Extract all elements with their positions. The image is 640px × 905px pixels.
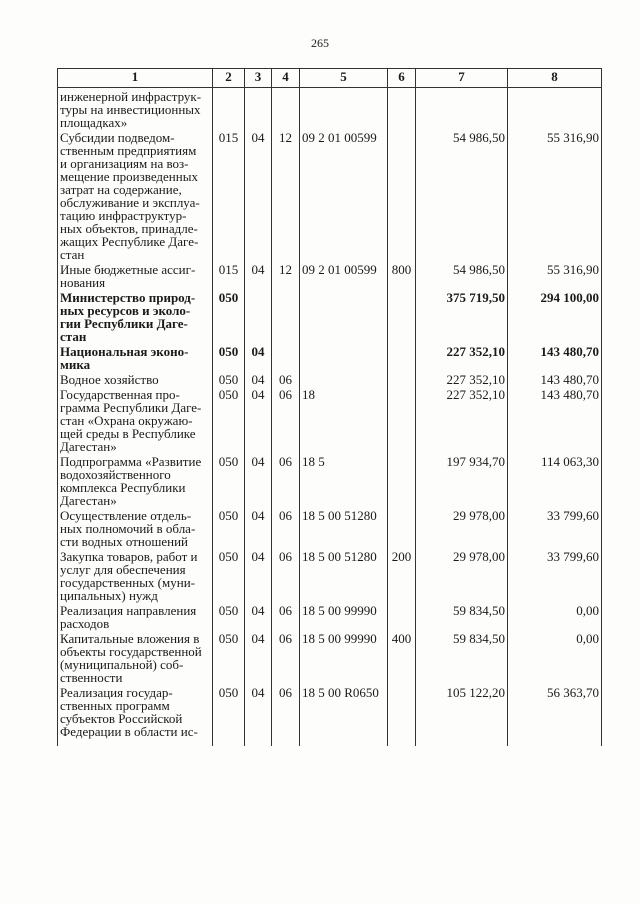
table-row (58, 548, 602, 602)
header-col-8: 8 (508, 69, 602, 88)
cell-ministry-code: 050 (213, 630, 245, 684)
cell-ministry-code: 015 (213, 261, 245, 289)
table-row (58, 453, 602, 507)
cell-amount-2: 114 063,30 (508, 453, 602, 507)
cell-target-article: 18 5 00 99990 (300, 630, 388, 684)
cell-ministry-code: 050 (213, 548, 245, 602)
cell-amount-1: 105 122,20 (416, 684, 508, 746)
cell-target-article (300, 371, 388, 386)
cell-amount-2: 55 316,90 (508, 261, 602, 289)
cell-subsection (272, 289, 300, 343)
cell-section: 04 (245, 371, 272, 386)
page-number: 265 (311, 36, 329, 50)
cell-name: Капитальные вложения в объекты государственной (муниципальной) соб- ственности (58, 630, 213, 684)
cell-subsection: 12 (272, 261, 300, 289)
cell-expense-type (388, 602, 416, 630)
cell-target-article: 18 5 00 99990 (300, 602, 388, 630)
cell-ministry-code: 050 (213, 289, 245, 343)
cell-name: Министерство природ- ных ресурсов и эколо- гии Республики Даге- стан (58, 289, 213, 343)
cell-subsection: 06 (272, 630, 300, 684)
cell-amount-2 (508, 88, 602, 130)
cell-subsection: 06 (272, 453, 300, 507)
cell-target-article: 09 2 01 00599 (300, 129, 388, 261)
cell-name: Государственная про- грамма Республики Даге- стан «Охрана окружаю- щей среды в Республике Дагестан» (58, 386, 213, 453)
cell-ministry-code: 050 (213, 453, 245, 507)
cell-expense-type (388, 371, 416, 386)
cell-subsection: 06 (272, 386, 300, 453)
table-row (58, 261, 602, 289)
cell-amount-2: 33 799,60 (508, 548, 602, 602)
cell-target-article: 18 5 00 51280 (300, 548, 388, 602)
cell-expense-type (388, 88, 416, 130)
cell-expense-type: 800 (388, 261, 416, 289)
cell-amount-1: 197 934,70 (416, 453, 508, 507)
cell-expense-type (388, 129, 416, 261)
cell-name: Национальная эконо- мика (58, 343, 213, 371)
cell-name: Реализация направления расходов (58, 602, 213, 630)
cell-target-article (300, 343, 388, 371)
table-row (58, 602, 602, 630)
cell-expense-type (388, 453, 416, 507)
cell-subsection: 06 (272, 548, 300, 602)
cell-name: Подпрограмма «Развитие водохозяйственного комплекса Республики Дагестан» (58, 453, 213, 507)
cell-amount-1: 54 986,50 (416, 129, 508, 261)
cell-target-article (300, 88, 388, 130)
cell-section: 04 (245, 602, 272, 630)
cell-name: Закупка товаров, работ и услуг для обеспечения государственных (муни- ципальных) нужд (58, 548, 213, 602)
cell-target-article: 18 5 00 R0650 (300, 684, 388, 746)
cell-section: 04 (245, 343, 272, 371)
cell-amount-2: 55 316,90 (508, 129, 602, 261)
cell-amount-1: 375 719,50 (416, 289, 508, 343)
budget-table (57, 68, 602, 746)
header-col-5: 5 (300, 69, 388, 88)
cell-amount-2: 143 480,70 (508, 343, 602, 371)
cell-target-article (300, 289, 388, 343)
cell-target-article: 18 5 00 51280 (300, 507, 388, 548)
cell-subsection: 06 (272, 507, 300, 548)
cell-amount-1: 227 352,10 (416, 371, 508, 386)
cell-expense-type (388, 386, 416, 453)
cell-amount-1 (416, 88, 508, 130)
cell-amount-1: 59 834,50 (416, 602, 508, 630)
cell-name: Осуществление отдель- ных полномочий в обла- сти водных отношений (58, 507, 213, 548)
table-row (58, 507, 602, 548)
cell-amount-1: 227 352,10 (416, 343, 508, 371)
cell-amount-1: 54 986,50 (416, 261, 508, 289)
cell-name: Субсидии подведом- ственным предприятиям и организациям на воз- мещение произведенных затрат на содержание, обслуживание и эксплуа- тацию инфраструктур- ных объектов, принадле- жащих Республике Даге- стан (58, 129, 213, 261)
cell-name: Реализация государ- ственных программ субъектов Российской Федерации в области ис- (58, 684, 213, 746)
cell-expense-type (388, 684, 416, 746)
table-row (58, 371, 602, 386)
cell-amount-2: 143 480,70 (508, 386, 602, 453)
table-row (58, 129, 602, 261)
table-row (58, 684, 602, 746)
cell-name: Водное хозяйство (58, 371, 213, 386)
cell-section: 04 (245, 684, 272, 746)
cell-ministry-code (213, 88, 245, 130)
table-row (58, 386, 602, 453)
cell-ministry-code: 050 (213, 371, 245, 386)
cell-name: инженерной инфраструк- туры на инвестиционных площадках» (58, 88, 213, 130)
cell-amount-1: 29 978,00 (416, 548, 508, 602)
cell-section (245, 289, 272, 343)
cell-subsection: 06 (272, 602, 300, 630)
cell-subsection (272, 343, 300, 371)
cell-amount-2: 0,00 (508, 630, 602, 684)
cell-target-article: 18 (300, 386, 388, 453)
cell-expense-type (388, 507, 416, 548)
cell-amount-1: 227 352,10 (416, 386, 508, 453)
cell-expense-type: 400 (388, 630, 416, 684)
cell-ministry-code: 050 (213, 602, 245, 630)
header-col-4: 4 (272, 69, 300, 88)
header-row (58, 69, 602, 88)
header-col-3: 3 (245, 69, 272, 88)
table-row (58, 343, 602, 371)
cell-target-article: 18 5 (300, 453, 388, 507)
cell-expense-type (388, 343, 416, 371)
cell-amount-1: 29 978,00 (416, 507, 508, 548)
cell-ministry-code: 050 (213, 386, 245, 453)
header-col-7: 7 (416, 69, 508, 88)
header-col-2: 2 (213, 69, 245, 88)
header-col-1: 1 (58, 69, 213, 88)
cell-section: 04 (245, 129, 272, 261)
cell-subsection: 06 (272, 684, 300, 746)
cell-amount-1: 59 834,50 (416, 630, 508, 684)
cell-ministry-code: 015 (213, 129, 245, 261)
cell-subsection (272, 88, 300, 130)
cell-section: 04 (245, 386, 272, 453)
cell-section: 04 (245, 507, 272, 548)
cell-amount-2: 0,00 (508, 602, 602, 630)
cell-section (245, 88, 272, 130)
cell-expense-type (388, 289, 416, 343)
table-row (58, 630, 602, 684)
cell-name: Иные бюджетные ассиг- нования (58, 261, 213, 289)
cell-subsection: 06 (272, 371, 300, 386)
cell-section: 04 (245, 261, 272, 289)
cell-target-article: 09 2 01 00599 (300, 261, 388, 289)
cell-amount-2: 143 480,70 (508, 371, 602, 386)
table-row (58, 289, 602, 343)
cell-ministry-code: 050 (213, 343, 245, 371)
cell-section: 04 (245, 630, 272, 684)
table-body (58, 88, 602, 747)
cell-ministry-code: 050 (213, 507, 245, 548)
header-col-6: 6 (388, 69, 416, 88)
cell-amount-2: 294 100,00 (508, 289, 602, 343)
cell-amount-2: 33 799,60 (508, 507, 602, 548)
cell-amount-2: 56 363,70 (508, 684, 602, 746)
cell-expense-type: 200 (388, 548, 416, 602)
cell-section: 04 (245, 453, 272, 507)
table-row (58, 88, 602, 130)
cell-ministry-code: 050 (213, 684, 245, 746)
cell-section: 04 (245, 548, 272, 602)
cell-subsection: 12 (272, 129, 300, 261)
